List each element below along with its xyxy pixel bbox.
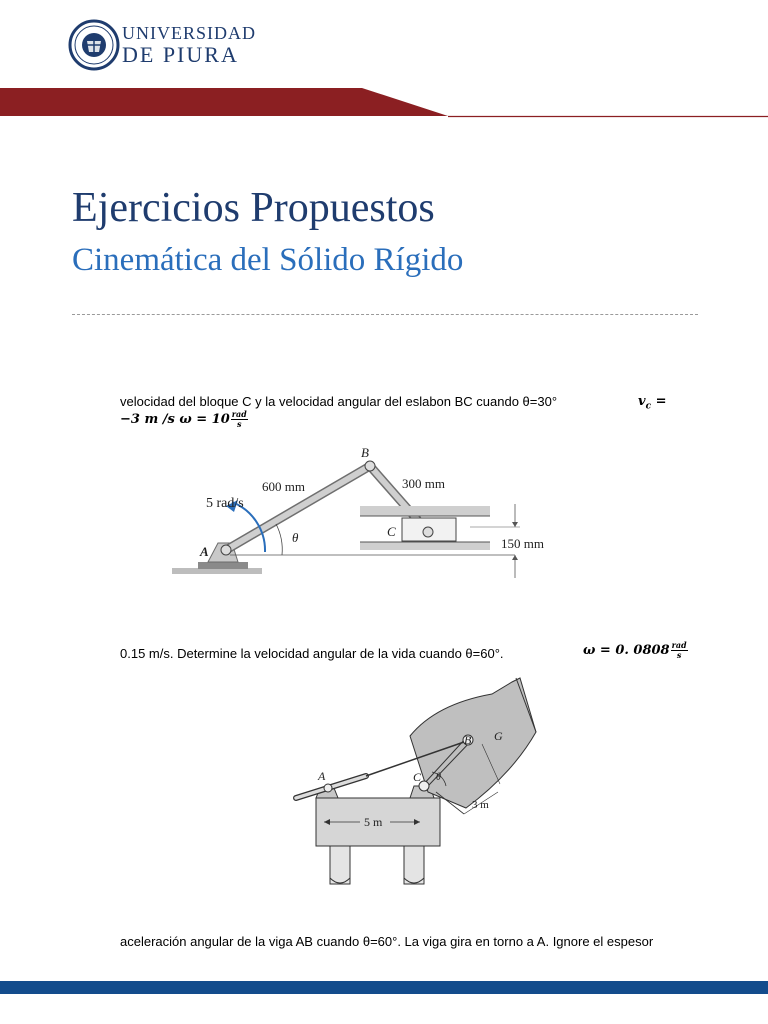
page-title: Ejercicios Propuestos bbox=[72, 185, 435, 231]
crest-icon bbox=[68, 14, 120, 76]
label-a: A bbox=[318, 769, 326, 783]
problem-1-text: velocidad del bloque C y la velocidad angular del eslabon BC cuando θ=30° bbox=[120, 394, 558, 409]
label-3m: 3 m bbox=[472, 799, 489, 811]
ground-a bbox=[172, 543, 262, 574]
answer-fraction bbox=[671, 641, 688, 660]
label-300mm: 300 mm bbox=[402, 476, 445, 491]
problem-1-answer-vc bbox=[638, 394, 666, 412]
label-c: C bbox=[387, 524, 396, 539]
problem-3-text: aceleración angular de la viga AB cuando θ=60°. La viga gira en torno a A. Ignore el espesor bbox=[120, 934, 654, 949]
label-150mm: 150 mm bbox=[501, 536, 544, 551]
fraction-numerator: rad bbox=[231, 409, 247, 419]
footer-blue-bar bbox=[0, 981, 768, 994]
university-name bbox=[122, 24, 256, 66]
answer-vc-sub: c bbox=[645, 401, 652, 412]
label-5m: 5 m bbox=[364, 815, 383, 829]
leg-left bbox=[330, 844, 350, 884]
beam-bucket bbox=[410, 678, 536, 808]
page-subtitle: Cinemática del Sólido Rígido bbox=[72, 242, 464, 278]
label-b: B bbox=[361, 445, 369, 460]
answer-vc-symbol: v bbox=[638, 394, 646, 409]
angle-arc bbox=[276, 524, 282, 555]
header-red-band bbox=[0, 88, 768, 118]
fraction-denominator: s bbox=[676, 650, 682, 660]
pin-a bbox=[221, 545, 231, 555]
label-theta: θ bbox=[436, 772, 441, 783]
answer-vc-eq: = bbox=[651, 394, 667, 409]
label-theta: θ bbox=[292, 530, 299, 545]
label-b: B bbox=[464, 733, 472, 747]
answer-omega: ω = 0. 0808 bbox=[583, 643, 670, 658]
figure-2-hydraulic bbox=[286, 674, 546, 890]
label-c: C bbox=[413, 770, 422, 784]
problem-2-text: 0.15 m/s. Determine la velocidad angular de la vida cuando θ=60°. bbox=[120, 646, 504, 661]
university-line2: DE PIURA bbox=[122, 42, 239, 67]
label-600mm: 600 mm bbox=[262, 479, 305, 494]
problem-2-answer bbox=[583, 641, 688, 660]
title-divider bbox=[72, 314, 698, 315]
fraction-numerator: rad bbox=[671, 640, 687, 650]
label-a: A bbox=[200, 544, 209, 559]
answer-line2-text: −3 m /s ω = 10 bbox=[120, 412, 230, 427]
fraction-denominator: s bbox=[237, 419, 242, 429]
pin-a bbox=[324, 784, 332, 792]
university-line1: UNIVERSIDAD bbox=[122, 23, 256, 43]
label-g: G bbox=[494, 729, 503, 743]
pin-b bbox=[365, 461, 375, 471]
label-rate: 5 rad/s bbox=[206, 496, 244, 511]
pin-c bbox=[423, 527, 433, 537]
figure-1-linkage bbox=[170, 440, 570, 592]
problem-1-answer-line2 bbox=[120, 410, 248, 429]
leg-right bbox=[404, 844, 424, 884]
answer-line2-fraction bbox=[231, 410, 248, 429]
